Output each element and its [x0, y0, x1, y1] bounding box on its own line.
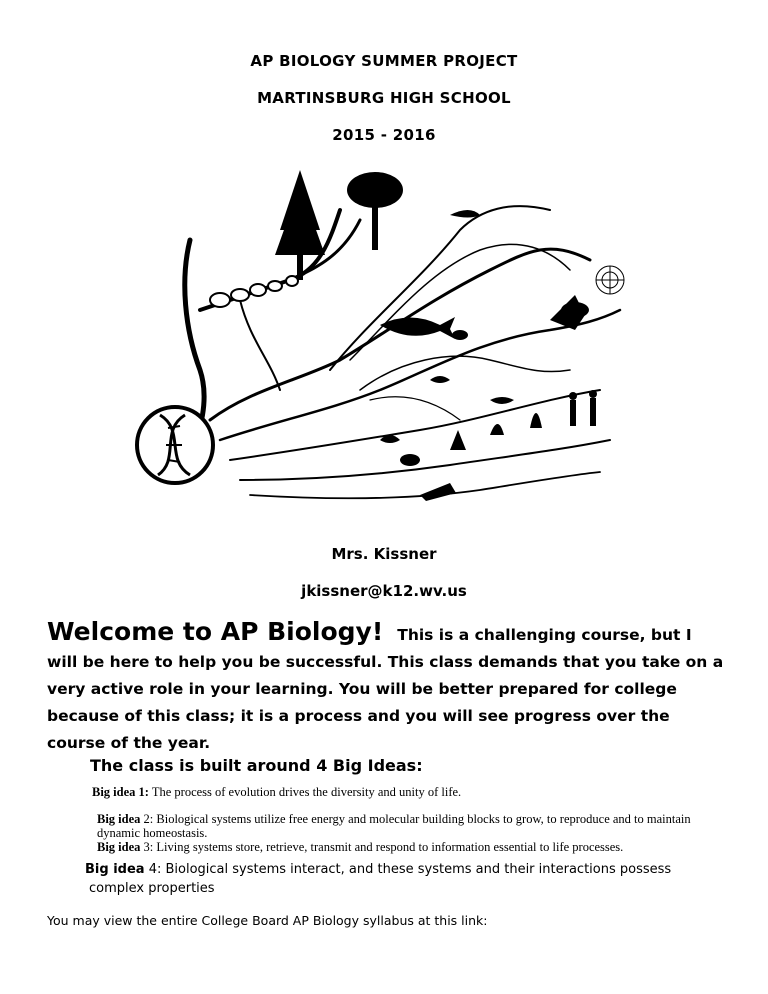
- big-idea-4-label: Big idea: [85, 862, 145, 877]
- school-name: MARTINSBURG HIGH SCHOOL: [257, 89, 511, 107]
- teacher-name: Mrs. Kissner: [331, 545, 437, 563]
- big-idea-3-text: 3: Living systems store, retrieve, transmit and respond to information essential to life processes.: [140, 840, 624, 854]
- big-idea-2: [97, 812, 717, 840]
- welcome-paragraph: [47, 618, 727, 757]
- big-idea-2-label: Big idea: [97, 812, 141, 826]
- big-idea-1-label: Big idea 1:: [92, 785, 149, 799]
- big-idea-4-text-cont: complex properties: [89, 881, 215, 896]
- big-idea-3-label: Big idea: [97, 840, 141, 854]
- welcome-headline: Welcome to AP Biology!: [47, 617, 384, 646]
- big-idea-3: [97, 840, 623, 854]
- big-idea-2-text: 2: Biological systems utilize free energy and molecular building blocks to grow, to reproduce and to maintain dynamic homeostasis.: [97, 812, 691, 840]
- big-idea-1-text: The process of evolution drives the diversity and unity of life.: [148, 785, 462, 799]
- school-year: 2015 - 2016: [332, 126, 436, 144]
- doc-title: AP BIOLOGY SUMMER PROJECT: [250, 52, 518, 70]
- teacher-email[interactable]: jkissner@k12.wv.us: [301, 582, 467, 600]
- syllabus-link-text: You may view the entire College Board AP Biology syllabus at this link:: [47, 913, 488, 928]
- big-ideas-heading: The class is built around 4 Big Ideas:: [90, 756, 423, 775]
- big-idea-4-text: 4: Biological systems interact, and these systems and their interactions possess: [144, 862, 672, 877]
- big-idea-4: [85, 860, 725, 898]
- big-idea-1: [92, 785, 461, 799]
- welcome-body: This is a challenging course, but I will be here to help you be successful. This class demands that you take on a very active role in your learning. You will be better prepared for college because of this class; it is a process and you will see progress over the course of the year.: [47, 626, 724, 752]
- tree-of-life-illustration: [130, 160, 640, 530]
